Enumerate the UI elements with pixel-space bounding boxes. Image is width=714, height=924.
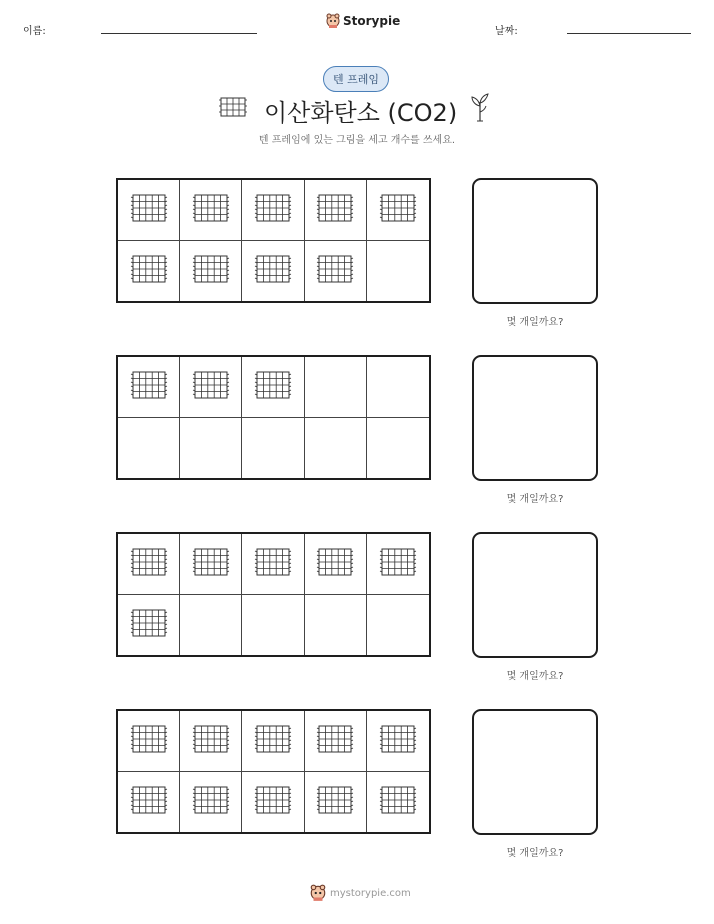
greenhouse-grid-icon (378, 784, 418, 820)
ten-frame-cell (305, 180, 367, 241)
ten-frame-cell (242, 241, 304, 302)
ten-frame-cell (305, 241, 367, 302)
ten-frame-cell (118, 180, 180, 241)
date-line[interactable] (567, 33, 691, 34)
ten-frame-cell (118, 534, 180, 595)
ten-frame-cell (180, 180, 242, 241)
question-label: 몇 개일까요? (506, 494, 564, 505)
ten-frame-cell (367, 772, 429, 833)
answer-box[interactable] (472, 709, 598, 835)
ten-frame-cell (180, 357, 242, 418)
greenhouse-grid-icon (191, 784, 231, 820)
ten-frame-cell (305, 357, 367, 418)
greenhouse-grid-icon (253, 546, 293, 582)
greenhouse-grid-icon (378, 723, 418, 759)
ten-frame-cell (367, 418, 429, 479)
greenhouse-grid-icon (191, 369, 231, 405)
ten-frame-cell (180, 595, 242, 656)
ten-frame-cell (305, 772, 367, 833)
storypie-mascot-icon (310, 884, 326, 902)
ten-frame-cell (242, 711, 304, 772)
plant-sprout-icon (469, 92, 491, 122)
greenhouse-grid-icon (129, 546, 169, 582)
category-badge: 텐 프레임 (323, 66, 389, 92)
ten-frame-cell (367, 357, 429, 418)
greenhouse-grid-icon (253, 369, 293, 405)
greenhouse-grid-icon (253, 723, 293, 759)
answer-box[interactable] (472, 532, 598, 658)
ten-frame-cell (242, 595, 304, 656)
greenhouse-grid-icon (315, 192, 355, 228)
greenhouse-grid-icon (129, 784, 169, 820)
greenhouse-grid-icon (315, 253, 355, 289)
ten-frame (116, 178, 431, 303)
greenhouse-grid-icon (218, 96, 248, 118)
greenhouse-grid-icon (253, 784, 293, 820)
greenhouse-grid-icon (253, 253, 293, 289)
greenhouse-grid-icon (191, 253, 231, 289)
instructions: 텐 프레임에 있는 그림을 세고 개수를 쓰세요. (258, 135, 456, 146)
ten-frame-cell (180, 534, 242, 595)
footer-site: mystorypie.com (330, 887, 411, 899)
name-label: 이름: (23, 26, 46, 37)
ten-frame (116, 532, 431, 657)
name-line[interactable] (101, 33, 257, 34)
greenhouse-grid-icon (191, 192, 231, 228)
ten-frame-cell (118, 418, 180, 479)
storypie-mascot-icon (326, 13, 340, 29)
ten-frame-cell (242, 534, 304, 595)
ten-frame-cell (242, 772, 304, 833)
ten-frame-cell (118, 711, 180, 772)
ten-frame-cell (242, 357, 304, 418)
ten-frame-cell (305, 418, 367, 479)
greenhouse-grid-icon (378, 192, 418, 228)
ten-frame-cell (118, 772, 180, 833)
ten-frame-cell (118, 241, 180, 302)
ten-frame-cell (305, 534, 367, 595)
greenhouse-grid-icon (129, 607, 169, 643)
greenhouse-grid-icon (129, 369, 169, 405)
ten-frame-cell (367, 180, 429, 241)
ten-frame-cell (118, 595, 180, 656)
ten-frame (116, 709, 431, 834)
ten-frame-cell (242, 180, 304, 241)
ten-frame-cell (180, 241, 242, 302)
ten-frame-cell (367, 711, 429, 772)
ten-frame-cell (367, 595, 429, 656)
brand-logo (326, 13, 400, 29)
page-title: 이산화탄소 (CO2) (264, 99, 458, 127)
date-label: 날짜: (495, 26, 518, 37)
greenhouse-grid-icon (129, 253, 169, 289)
greenhouse-grid-icon (129, 192, 169, 228)
greenhouse-grid-icon (315, 723, 355, 759)
answer-box[interactable] (472, 355, 598, 481)
ten-frame-cell (118, 357, 180, 418)
question-label: 몇 개일까요? (506, 848, 564, 859)
ten-frame-cell (180, 772, 242, 833)
brand-name: Storypie (343, 14, 401, 28)
ten-frame-cell (367, 534, 429, 595)
ten-frame-cell (180, 418, 242, 479)
greenhouse-grid-icon (315, 784, 355, 820)
question-label: 몇 개일까요? (506, 671, 564, 682)
greenhouse-grid-icon (315, 546, 355, 582)
ten-frame-cell (180, 711, 242, 772)
ten-frame (116, 355, 431, 480)
greenhouse-grid-icon (129, 723, 169, 759)
greenhouse-grid-icon (191, 723, 231, 759)
answer-box[interactable] (472, 178, 598, 304)
ten-frame-cell (242, 418, 304, 479)
greenhouse-grid-icon (253, 192, 293, 228)
ten-frame-cell (305, 595, 367, 656)
ten-frame-cell (305, 711, 367, 772)
greenhouse-grid-icon (191, 546, 231, 582)
question-label: 몇 개일까요? (506, 317, 564, 328)
ten-frame-cell (367, 241, 429, 302)
greenhouse-grid-icon (378, 546, 418, 582)
footer (310, 884, 411, 902)
